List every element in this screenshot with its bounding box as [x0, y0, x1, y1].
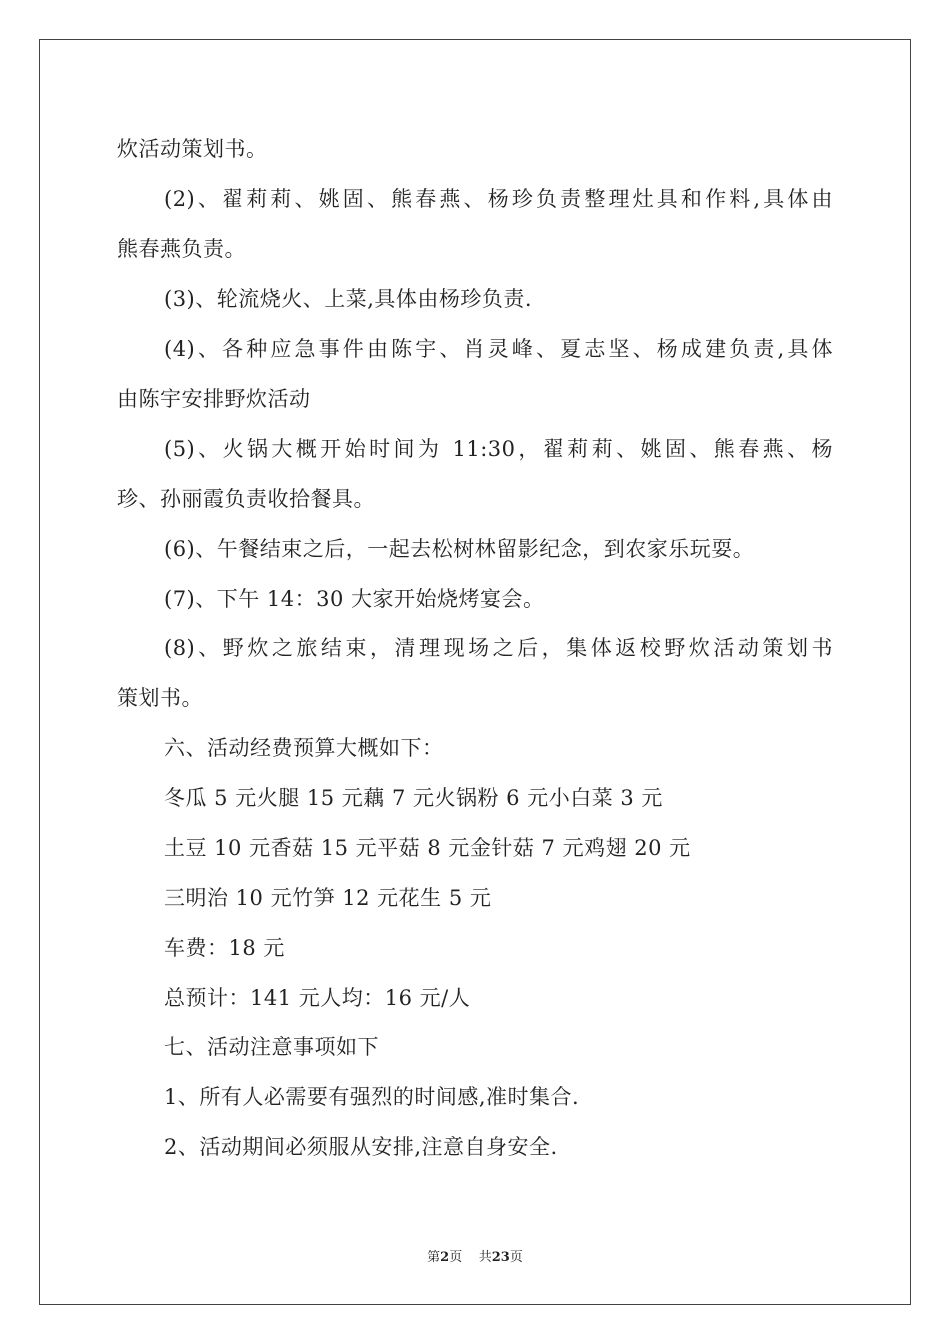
body-line-4: (3)、轮流烧火、上菜,具体由杨珍负责.: [164, 287, 533, 311]
page-frame: [39, 39, 911, 1305]
budget-line-1: 冬瓜 5 元火腿 15 元藕 7 元火锅粉 6 元小白菜 3 元: [164, 786, 663, 810]
body-line-6: 由陈宇安排野炊活动: [117, 387, 311, 411]
page-footer: [0, 1250, 950, 1266]
section-heading-notes: 七、活动注意事项如下: [164, 1035, 379, 1059]
section-heading-budget: 六、活动经费预算大概如下：: [164, 736, 444, 760]
body-line-5: (4)、各种应急事件由陈宇、肖灵峰、夏志坚、杨成建负责,具体: [164, 337, 833, 361]
page-label: 第: [427, 1250, 441, 1265]
note-item-1: 1、所有人必需要有强烈的时间感,准时集合.: [164, 1085, 580, 1109]
budget-fare: 车费：18 元: [164, 936, 285, 960]
body-line-3: 熊春燕负责。: [117, 237, 246, 261]
body-line-10: (7)、下午 14：30 大家开始烧烤宴会。: [164, 587, 545, 611]
total-pages: 23: [491, 1250, 510, 1265]
total-unit: 页: [509, 1250, 523, 1265]
page-unit: 页: [449, 1250, 463, 1265]
budget-line-3: 三明治 10 元竹笋 12 元花生 5 元: [164, 886, 492, 910]
page-number: 2: [440, 1250, 450, 1265]
body-line-1: 炊活动策划书。: [117, 137, 268, 161]
body-line-2: (2)、翟莉莉、姚固、熊春燕、杨珍负责整理灶具和作料,具体由: [164, 187, 833, 211]
budget-line-2: 土豆 10 元香菇 15 元平菇 8 元金针菇 7 元鸡翅 20 元: [164, 836, 691, 860]
body-line-9: (6)、午餐结束之后，一起去松树林留影纪念，到农家乐玩耍。: [164, 537, 755, 561]
body-line-11: (8)、野炊之旅结束，清理现场之后，集体返校野炊活动策划书: [164, 636, 833, 660]
note-item-2: 2、活动期间必须服从安排,注意自身安全.: [164, 1135, 558, 1159]
body-line-7: (5)、火锅大概开始时间为 11:30，翟莉莉、姚固、熊春燕、杨: [164, 437, 833, 461]
budget-total: 总预计：141 元人均：16 元/人: [164, 986, 471, 1010]
total-label: 共: [478, 1250, 492, 1265]
body-line-8: 珍、孙丽霞负责收拾餐具。: [117, 487, 375, 511]
body-line-12: 策划书。: [117, 686, 203, 710]
